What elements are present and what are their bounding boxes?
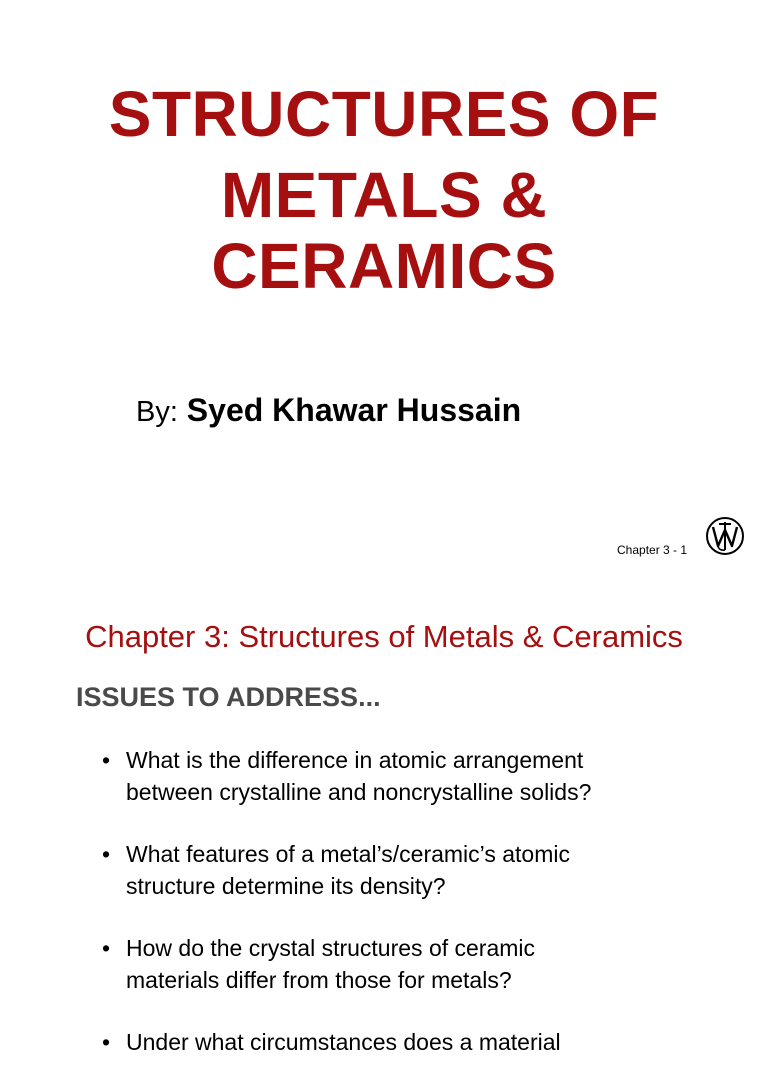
- bullet-marker: •: [102, 747, 111, 773]
- byline-prefix: By:: [136, 396, 178, 428]
- issues-list: [0, 744, 768, 1088]
- list-item: [0, 1026, 768, 1058]
- bullet-text-line-1: Under what circumstances does a material: [126, 1029, 561, 1055]
- bullet-marker: •: [102, 935, 111, 961]
- list-item: [0, 744, 768, 808]
- bullet-marker: •: [102, 841, 111, 867]
- list-item: [0, 932, 768, 996]
- title-line-2: METALS &: [220, 159, 548, 231]
- bullet-text-line-2: materials differ from those for metals?: [126, 967, 512, 993]
- wiley-logo-icon: [705, 516, 745, 556]
- title-line-3: CERAMICS: [211, 230, 557, 302]
- list-item: [0, 838, 768, 902]
- bullet-text-line-2: between crystalline and noncrystalline solids?: [126, 779, 592, 805]
- slide-footer-label: Chapter 3 - 1: [617, 543, 688, 557]
- chapter-title: Chapter 3: Structures of Metals & Ceramics: [85, 619, 683, 654]
- title-line-1: STRUCTURES OF: [108, 78, 660, 150]
- chapter-slide: [0, 576, 768, 1055]
- bullet-text-line-1: What features of a metal’s/ceramic’s atomic: [126, 841, 570, 867]
- bullet-text-line-1: How do the crystal structures of ceramic: [126, 935, 536, 961]
- author-name: Syed Khawar Hussain: [186, 392, 522, 428]
- issues-heading: ISSUES TO ADDRESS...: [76, 682, 381, 712]
- byline: [136, 392, 521, 429]
- bullet-text-line-1: What is the difference in atomic arrangement: [126, 747, 584, 773]
- bullet-text-line-2: structure determine its density?: [126, 873, 446, 899]
- bullet-marker: •: [102, 1029, 111, 1055]
